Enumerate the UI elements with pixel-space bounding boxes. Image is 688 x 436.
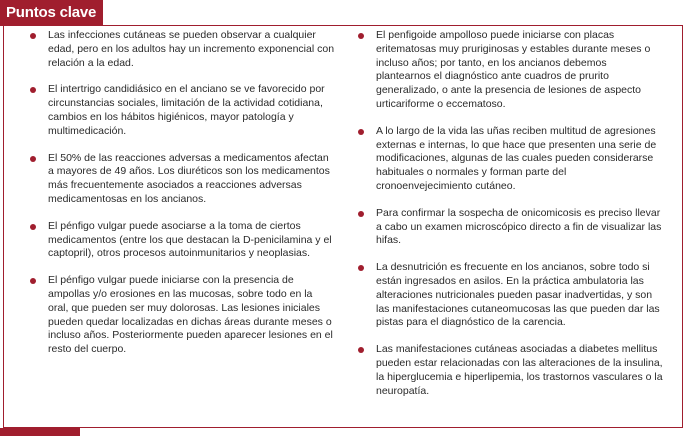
bullet-dot-icon	[358, 33, 364, 39]
header-tab	[0, 0, 103, 26]
header-title: Puntos clave	[6, 4, 97, 21]
bullet-dot-icon	[30, 156, 36, 162]
key-point-item	[30, 220, 335, 261]
bullet-dot-icon	[30, 87, 36, 93]
bullet-dot-icon	[30, 33, 36, 39]
key-point-text: El 50% de las reacciones adversas a medicamentos afectan a mayores de 49 años. Los diuréticos son los medicamentos más frecuentemente asociados a reacciones adversas medicamentosas en los ancianos.	[48, 151, 330, 205]
key-point-text: El intertrigo candidiásico en el anciano se ve favorecido por circunstancias sociales, limitación de la actividad cotidiana, cambios en los hábitos higiénicos, mayor patología y multimedicación.	[48, 83, 325, 137]
key-point-item	[30, 274, 335, 357]
key-point-text: Las infecciones cutáneas se pueden observar a cualquier edad, pero en los adultos hay un incremento exponencial con relación a la edad.	[48, 29, 335, 69]
footer-tab	[0, 428, 80, 436]
key-point-item	[358, 29, 663, 112]
key-point-text: A lo largo de la vida las uñas reciben multitud de agresiones externas e internas, lo que hace que presenten una serie de modificaciones, algunas de las cuales pueden considerarse habituales o normales y forman parte del cronoenvejecimiento cutáneo.	[376, 124, 657, 192]
bullet-dot-icon	[358, 347, 364, 353]
bullet-dot-icon	[358, 265, 364, 271]
key-point-text: El pénfigo vulgar puede iniciarse con la presencia de ampollas y/o erosiones en las mucosas, sobre todo en la oral, que pueden ser muy dolorosas. Las lesiones iniciales pueden quedar localizadas en dichas áreas durante meses o incluso años. Posteriormente pueden aparecer lesiones en el resto del cuerpo.	[48, 274, 333, 356]
key-point-item	[30, 83, 335, 138]
bullet-dot-icon	[358, 129, 364, 135]
key-point-item	[30, 29, 335, 70]
key-point-item	[358, 343, 663, 398]
key-point-item	[358, 207, 663, 248]
right-column	[358, 29, 663, 411]
key-point-item	[30, 152, 335, 207]
bullet-dot-icon	[30, 224, 36, 230]
key-point-item	[358, 261, 663, 330]
key-point-text: El penfigoide ampolloso puede iniciarse con placas eritematosas muy pruriginosas y estables durante meses o incluso años; por tanto, en los ancianos debemos plantearnos el diagnóstico ante cuadros de prurito generalizado, o ante la presencia de lesiones de aspecto urticariforme o eccematoso.	[376, 29, 651, 110]
key-point-text: Para confirmar la sospecha de onicomicosis es preciso llevar a cabo un examen microscópico directo a fin de visualizar las hifas.	[376, 206, 662, 247]
left-column	[30, 29, 335, 370]
bullet-dot-icon	[30, 278, 36, 284]
key-point-item	[358, 125, 663, 194]
key-point-text: La desnutrición es frecuente en los ancianos, sobre todo si están ingresados en asilos. En la práctica ambulatoria las alteraciones nutricionales pueden pasar inadvertidas, y son las manifestaciones cutaneomucosas las que pueden dar las pistas para el diagnóstico de la carencia.	[376, 261, 660, 329]
key-point-text: El pénfigo vulgar puede asociarse a la toma de ciertos medicamentos (entre los que destacan la D-penicilamina y el captopril), otros procesos autoinmunitarios y neoplasias.	[48, 219, 332, 260]
key-point-text: Las manifestaciones cutáneas asociadas a diabetes mellitus pueden estar relacionadas con las alteraciones de la insulina, la hiperglucemia e hiperlipemia, los trastornos vasculares o la neuropatía.	[376, 343, 663, 397]
bullet-dot-icon	[358, 211, 364, 217]
